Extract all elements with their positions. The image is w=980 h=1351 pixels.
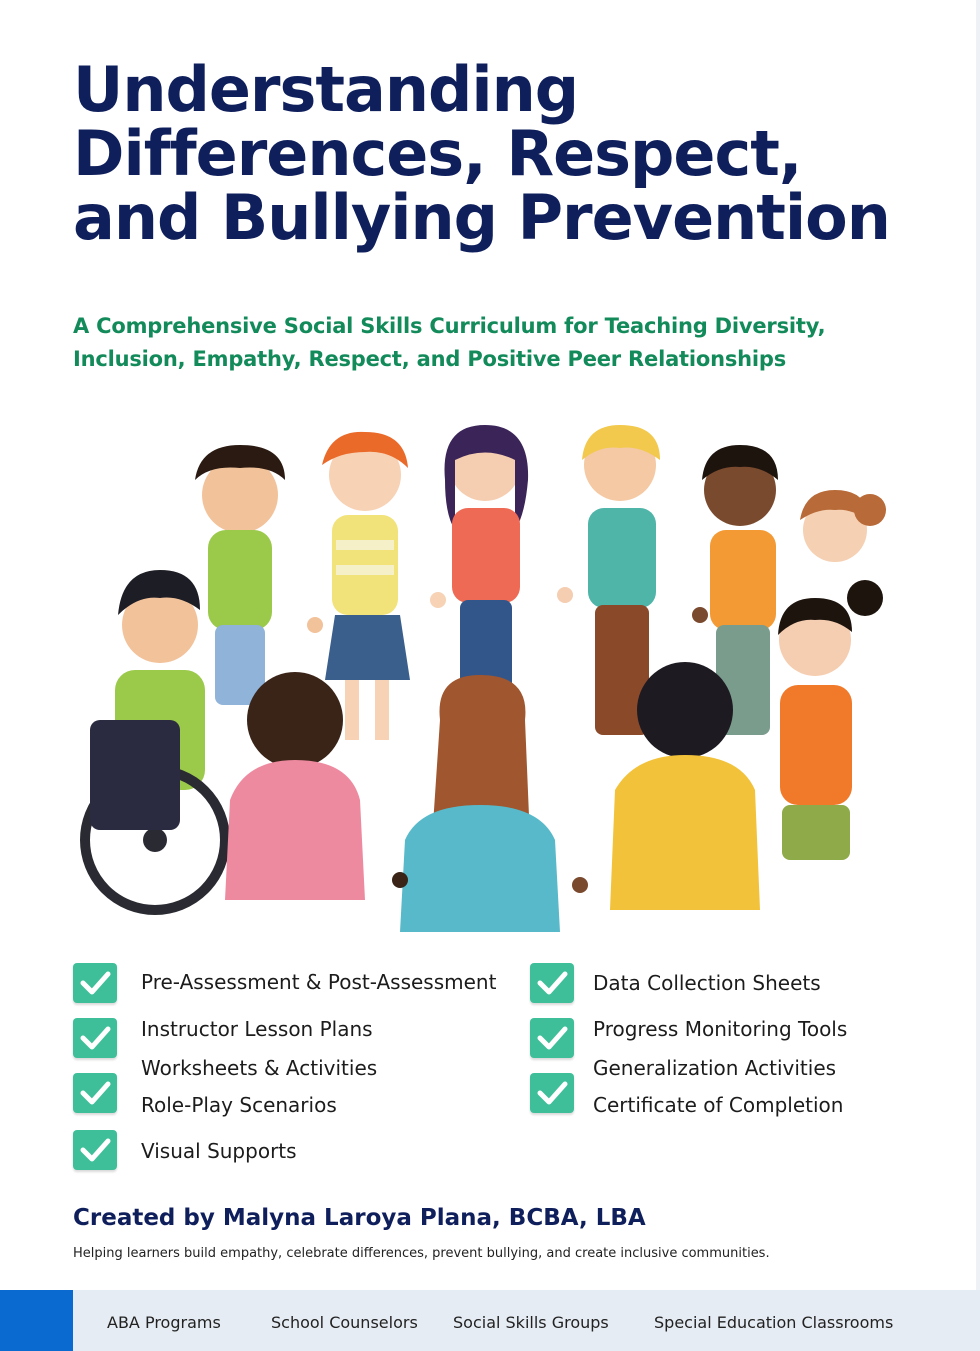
subtitle-line-2: Inclusion, Empathy, Respect, and Positive Peer Relationships	[73, 347, 787, 371]
child-front-2	[400, 675, 560, 932]
footer-item-school-counselors: School Counselors	[271, 1313, 418, 1332]
feature-item: Visual Supports	[141, 1139, 297, 1163]
child-back-1	[195, 445, 285, 705]
subtitle	[73, 310, 933, 376]
child-back-6	[800, 490, 886, 562]
child-right-front	[778, 580, 883, 860]
footer-item-aba-programs: ABA Programs	[107, 1313, 221, 1332]
checkmark-icon	[73, 963, 117, 1003]
feature-item: Generalization Activities	[593, 1056, 837, 1080]
title-line-1: Understanding	[73, 53, 579, 126]
tagline: Helping learners build empathy, celebrate differences, prevent bullying, and create inclusive communities.	[73, 1246, 770, 1261]
page-title	[73, 53, 953, 254]
checkmark-icon	[73, 1018, 117, 1058]
footer-item-special-education: Special Education Classrooms	[654, 1313, 894, 1332]
feature-item: Pre-Assessment & Post-Assessment	[141, 970, 497, 994]
checkmark-icon	[530, 963, 574, 1003]
child-left-wheelchair	[85, 570, 225, 910]
footer-item-social-skills-groups: Social Skills Groups	[453, 1313, 609, 1332]
feature-item: Data Collection Sheets	[593, 971, 821, 995]
feature-item: Progress Monitoring Tools	[593, 1017, 848, 1041]
title-line-3: and Bullying Prevention	[73, 181, 890, 254]
subtitle-line-1: A Comprehensive Social Skills Curriculum for Teaching Diversity,	[73, 314, 826, 338]
checkmark-icon	[530, 1018, 574, 1058]
audience-footer	[0, 1290, 980, 1351]
feature-item: Certificate of Completion	[593, 1093, 844, 1117]
feature-item: Role-Play Scenarios	[141, 1093, 337, 1117]
checkmark-icon	[73, 1073, 117, 1113]
checkmark-icon	[73, 1130, 117, 1170]
title-line-2: Differences, Respect,	[73, 117, 802, 190]
feature-item: Instructor Lesson Plans	[141, 1017, 373, 1041]
checkmark-icon	[530, 1073, 574, 1113]
children-circle-illustration	[60, 420, 910, 932]
child-front-1	[225, 672, 365, 900]
feature-item: Worksheets & Activities	[141, 1056, 378, 1080]
footer-accent-bar	[0, 1290, 73, 1351]
creator-credit: Created by Malyna Laroya Plana, BCBA, LBA	[73, 1205, 646, 1231]
page-edge	[976, 0, 980, 1290]
